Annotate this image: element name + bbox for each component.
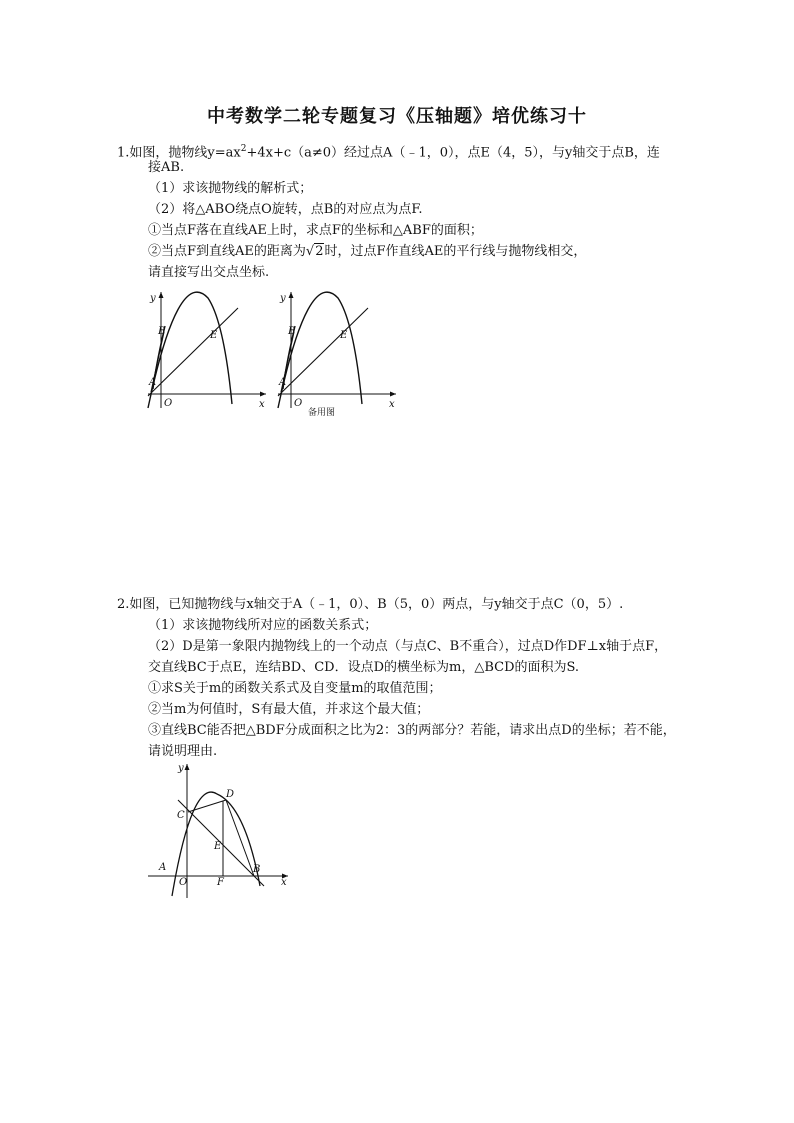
label-x: x xyxy=(281,877,287,888)
label-y: y xyxy=(178,763,184,774)
label-e: E xyxy=(210,330,218,341)
label-a: A xyxy=(279,377,287,388)
sqrt-symbol: √2 xyxy=(305,244,324,259)
q2-line-8: 请说明理由. xyxy=(148,744,218,759)
label-b: B xyxy=(158,326,166,337)
label-c: C xyxy=(177,810,185,821)
segment-bd xyxy=(226,800,254,876)
q2-line-1: 2.如图，已知抛物线与x轴交于A（﹣1，0）、B（5，0）两点，与y轴交于点C（0，5）. xyxy=(117,597,624,612)
q2-line-2: （1）求该抛物线所对应的函数关系式； xyxy=(148,618,378,633)
label-f: F xyxy=(217,877,224,888)
page-title: 中考数学二轮专题复习《压轴题》培优练习十 xyxy=(207,106,587,127)
x-axis-arrow xyxy=(260,392,266,397)
label-x: x xyxy=(259,399,265,410)
q1-line-7: 请直接写出交点坐标. xyxy=(148,265,270,280)
q2-line-5: ①求S关于m的函数关系式及自变量m的取值范围； xyxy=(148,681,442,696)
label-e: E xyxy=(340,330,348,341)
q2-line-6: ②当m为何值时，S有最大值，并求这个最大值； xyxy=(148,702,430,717)
y-axis-arrow xyxy=(185,764,190,770)
q1-line-3: （1）求该抛物线的解析式； xyxy=(148,181,313,196)
label-y: y xyxy=(150,293,156,304)
label-o: O xyxy=(294,398,303,409)
q1-figure-main xyxy=(140,286,270,416)
label-y: y xyxy=(280,293,286,304)
label-e: E xyxy=(214,841,222,852)
q2-line-7: ③直线BC能否把△BDF分成面积之比为2：3的两部分？若能，请求出点D的坐标；若不能， xyxy=(148,723,676,738)
label-a: A xyxy=(149,377,157,388)
label-b: B xyxy=(288,326,296,337)
q2-line-3: （2）D是第一象限内抛物线上的一个动点（与点C、B不重合），过点D作DF⊥x轴于点F， xyxy=(148,639,668,654)
segment-cd xyxy=(188,800,226,812)
y-axis-arrow xyxy=(159,292,164,298)
label-o: O xyxy=(164,398,173,409)
label-d: D xyxy=(226,789,235,800)
label-x: x xyxy=(389,399,395,410)
q2-line-4: 交直线BC于点E，连结BD、CD．设点D的横坐标为m，△BCD的面积为S. xyxy=(148,660,580,675)
backup-caption: 备用图 xyxy=(308,408,336,418)
q2-figure xyxy=(142,758,292,903)
q1-figure-backup xyxy=(270,286,400,421)
q1-line-4: （2）将△ABO绕点O旋转，点B的对应点为点F. xyxy=(148,202,423,217)
x-axis-arrow xyxy=(390,392,396,397)
q1-line-2: 接AB. xyxy=(148,160,185,175)
label-a: A xyxy=(159,862,167,873)
q1-line-1: 1.如图，抛物线$y=ax^2+4x+c(a\ne 0)$经过点A（﹣1，0），点E（4，5），与y轴交于点B，连 xyxy=(117,144,660,161)
q1-line-5: ①当点F落在直线AE上时，求点F的坐标和△ABF的面积； xyxy=(148,223,483,238)
q1-line-6: ②当点F到直线AE的距离为√2时，过点F作直线AE的平行线与抛物线相交， xyxy=(148,244,587,259)
label-b: B xyxy=(253,864,261,875)
y-axis-arrow xyxy=(289,292,294,298)
label-o: O xyxy=(179,877,188,888)
